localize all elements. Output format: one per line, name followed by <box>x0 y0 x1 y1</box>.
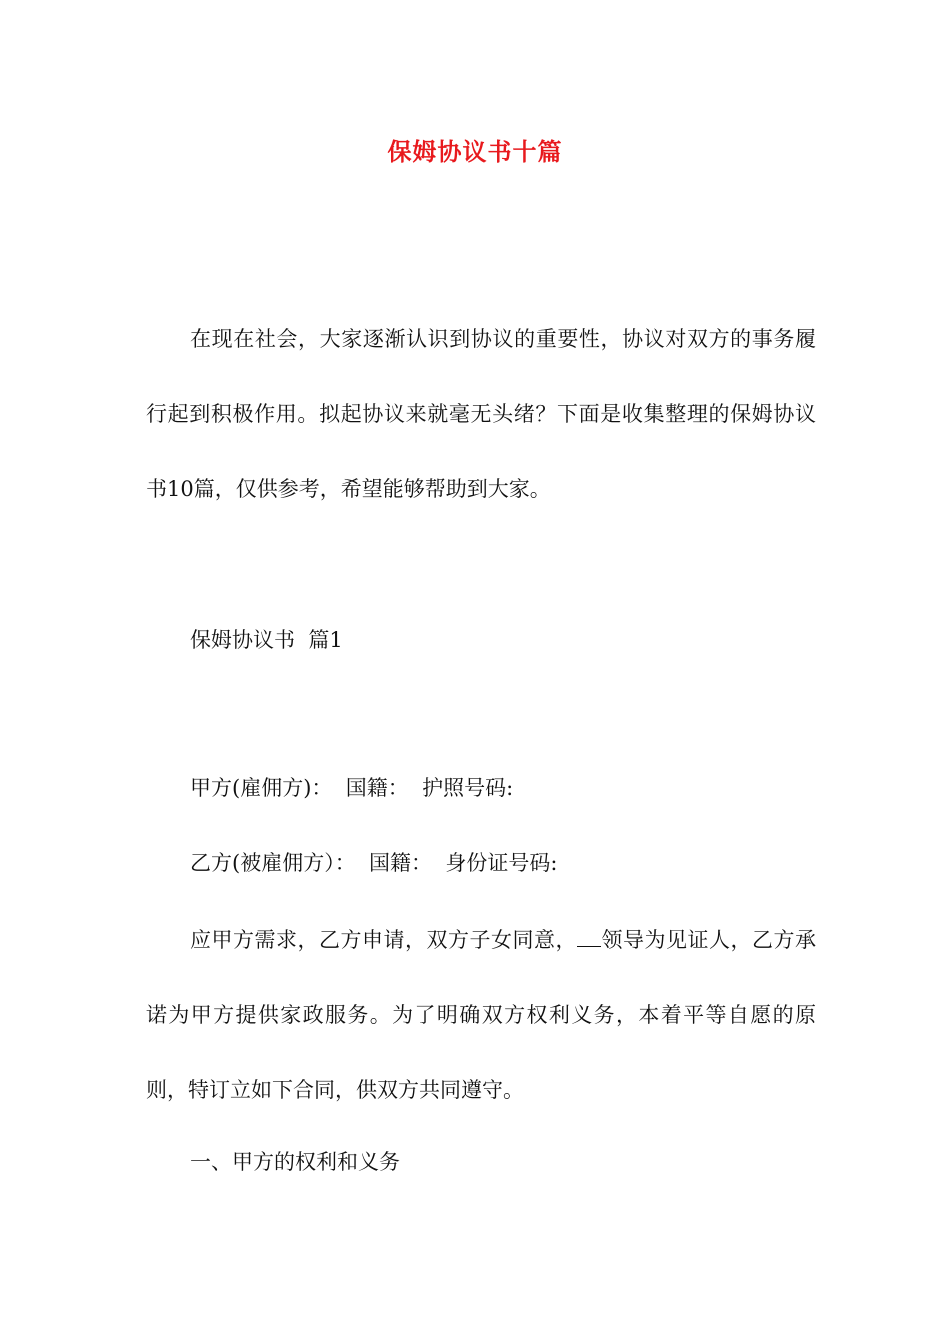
agreement-paragraph <box>146 903 816 1128</box>
party-b-line: 乙方(被雇佣方）： 国籍： 身份证号码: <box>190 851 558 875</box>
agreement-text-before-blank: 应甲方需求，乙方申请，双方子女同意， <box>190 928 577 952</box>
party-a-line: 甲方(雇佣方)： 国籍： 护照号码: <box>190 776 514 800</box>
fill-in-blank <box>577 928 601 947</box>
section-heading: 保姆协议书 篇1 <box>190 628 343 652</box>
document-title: 保姆协议书十篇 <box>387 137 563 166</box>
intro-paragraph: 在现在社会，大家逐渐认识到协议的重要性，协议对双方的事务履行起到积极作用。拟起协议来就毫无头绪？下面是收集整理的保姆协议书10篇，仅供参考，希望能够帮助到大家。 <box>146 327 816 501</box>
agreement-text-after-blank: 领导为见证人，乙方承诺为甲方提供家政服务。为了明确双方权利义务，本着平等自愿的原则，特订立如下合同，供双方共同遵守。 <box>146 928 816 1102</box>
clause-1-heading: 一、甲方的权利和义务 <box>190 1150 400 1174</box>
